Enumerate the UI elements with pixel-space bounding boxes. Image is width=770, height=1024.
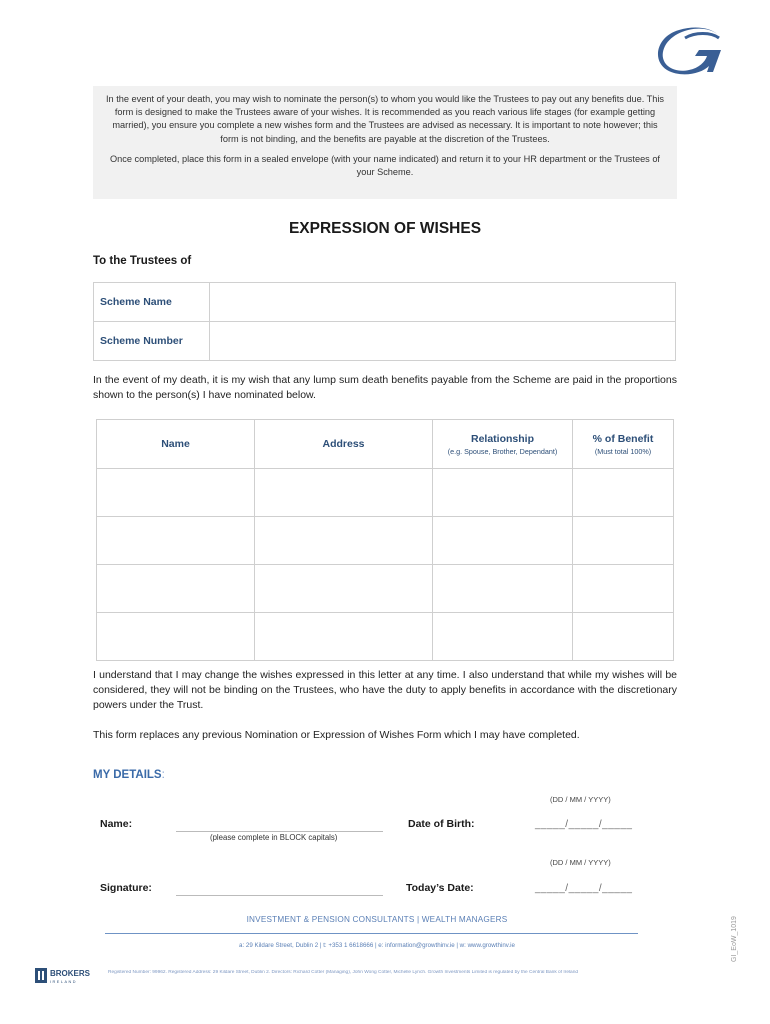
dob-label: Date of Birth:: [408, 818, 475, 830]
my-details-suffix: :: [161, 769, 165, 781]
intro-paragraph-2: Once completed, place this form in a sealed envelope (with your name indicated) and return it to your HR department or the Trustees of your Scheme.: [109, 153, 660, 178]
beneficiary-name-cell[interactable]: [97, 565, 255, 613]
to-trustees-heading: To the Trustees of: [93, 255, 192, 267]
beneficiary-name-cell[interactable]: [97, 517, 255, 565]
signature-label: Signature:: [100, 882, 152, 894]
scheme-name-label: Scheme Name: [94, 283, 210, 322]
beneficiary-relationship-cell[interactable]: [433, 613, 573, 661]
beneficiary-relationship-cell[interactable]: [433, 565, 573, 613]
beneficiary-row: [97, 565, 674, 613]
scheme-table: [93, 282, 676, 361]
brokers-logo-sub: IRELAND: [50, 980, 77, 984]
footer-divider: [105, 933, 638, 934]
beneficiary-address-cell[interactable]: [255, 517, 433, 565]
scheme-number-label: Scheme Number: [94, 322, 210, 361]
col-header-address: [255, 420, 433, 469]
scheme-name-row: [94, 283, 676, 322]
scheme-number-field[interactable]: [210, 322, 676, 361]
beneficiary-address-cell[interactable]: [255, 469, 433, 517]
col-benefit-label: % of Benefit: [592, 432, 654, 445]
brokers-logo-text: BROKERS: [50, 969, 91, 978]
dob-field[interactable]: _____/_____/_____: [535, 819, 633, 830]
form-code-text: GI_EoW_1019: [731, 916, 738, 962]
footer-tagline: INVESTMENT & PENSION CONSULTANTS | WEALTH MANAGERS: [246, 915, 508, 924]
col-relationship-label: Relationship: [470, 432, 534, 445]
beneficiary-relationship-cell[interactable]: [433, 469, 573, 517]
col-address-label: Address: [322, 438, 365, 450]
signature-field[interactable]: [176, 895, 383, 896]
today-format-hint: (DD / MM / YYYY): [550, 858, 611, 867]
today-date-label: Today’s Date:: [406, 882, 474, 894]
beneficiary-name-cell[interactable]: [97, 469, 255, 517]
beneficiary-row: [97, 517, 674, 565]
dob-format-hint: (DD / MM / YYYY): [550, 795, 611, 804]
replaces-paragraph: This form replaces any previous Nomination or Expression of Wishes Form which I may have completed.: [93, 729, 580, 741]
beneficiary-relationship-cell[interactable]: [433, 517, 573, 565]
col-header-relationship: [433, 420, 573, 469]
beneficiary-row: [97, 613, 674, 661]
my-details-heading: [93, 769, 165, 781]
beneficiary-benefit-cell[interactable]: [573, 517, 674, 565]
brokers-ireland-logo: [35, 966, 97, 986]
name-label: Name:: [100, 818, 133, 830]
today-date-field[interactable]: _____/_____/_____: [535, 883, 633, 894]
col-relationship-note: (e.g. Spouse, Brother, Dependant): [447, 446, 558, 456]
beneficiary-benefit-cell[interactable]: [573, 469, 674, 517]
col-name-label: Name: [161, 438, 190, 450]
name-field[interactable]: [176, 831, 383, 832]
page-title: EXPRESSION OF WISHES: [288, 220, 482, 237]
beneficiaries-table: [96, 419, 674, 661]
beneficiary-address-cell[interactable]: [255, 613, 433, 661]
beneficiaries-header-row: [97, 420, 674, 469]
scheme-number-row: [94, 322, 676, 361]
col-benefit-note: (Must total 100%): [594, 446, 652, 456]
wish-paragraph: In the event of my death, it is my wish that any lump sum death benefits payable from the Scheme are paid in the proportions shown to the person(s) I have nominated below.: [93, 374, 677, 401]
beneficiary-benefit-cell[interactable]: [573, 613, 674, 661]
beneficiary-row: [97, 469, 674, 517]
intro-notice: [93, 86, 677, 199]
form-code-vertical: [712, 912, 752, 972]
col-header-benefit: [573, 420, 674, 469]
company-logo: [655, 26, 725, 76]
intro-paragraph-1: In the event of your death, you may wish to nominate the person(s) to whom you would like the Trustees to pay out any benefits due. This form is designed to make the Trustees aware of your wishes. It is recommended as you reach various life stages (for example getting married), you ensure you complete a new wishes form and the Trustees are advised as necessary. It is important to note however; this form is not binding, and the benefits are payable at the discretion of the Trustees.: [105, 94, 665, 144]
my-details-label: MY DETAILS: [93, 769, 162, 781]
beneficiary-benefit-cell[interactable]: [573, 565, 674, 613]
beneficiary-name-cell[interactable]: [97, 613, 255, 661]
col-header-name: [97, 420, 255, 469]
beneficiary-address-cell[interactable]: [255, 565, 433, 613]
footer-address: a: 29 Kildare Street, Dublin 2 | t: +353 1 6618666 | e: information@growthinv.ie | w: www.growthinv.ie: [239, 942, 515, 949]
scheme-name-field[interactable]: [210, 283, 676, 322]
name-hint: (please complete in BLOCK capitals): [210, 833, 338, 842]
understand-paragraph: I understand that I may change the wishes expressed in this letter at any time. I also understand that while my wishes will be considered, they will not be binding on the Trustees, who have the duty to apply benefits in accordance with the discretionary powers under the Trust.: [93, 669, 677, 711]
footer-registration: Registered Number: 99962. Registered Address: 29 Kildare Street, Dublin 2. Directors: Richard Cotter (Managing), John Wong Cotter, Michelle Lynch. Growth Investments Limited is regulated by the Central Bank of Ireland: [108, 970, 579, 975]
